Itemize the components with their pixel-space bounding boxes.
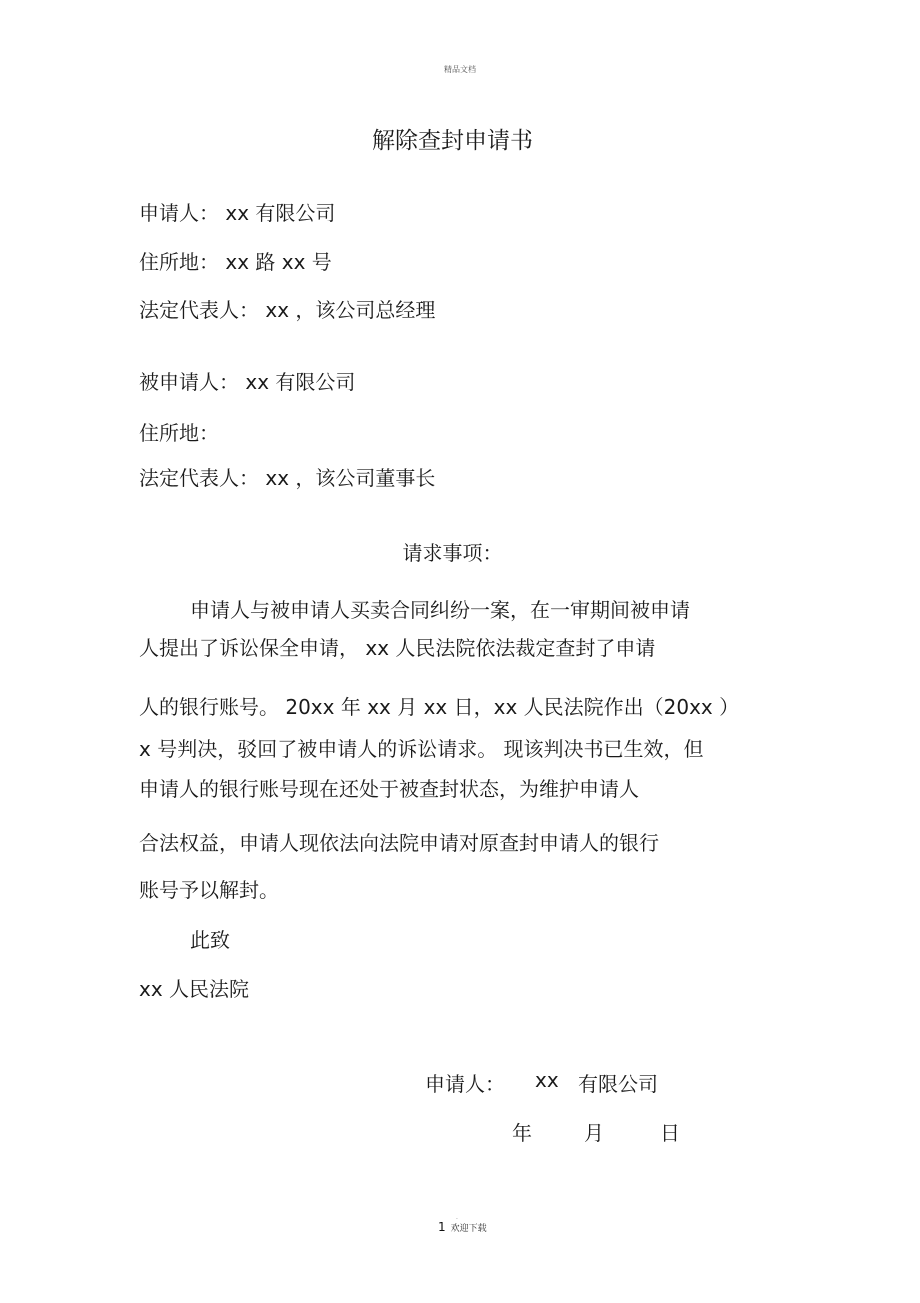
footer-text: 欢迎下载 <box>450 1224 487 1234</box>
applicant-representative: 法定代表人： xx ，该公司总经理 <box>139 298 436 322</box>
date-day: 日 <box>660 1121 680 1145</box>
page-number: 1 <box>438 1220 446 1234</box>
page-footer <box>438 1220 487 1234</box>
header-watermark: 精品文档 <box>444 65 476 74</box>
respondent-name: 被申请人： xx 有限公司 <box>139 370 356 394</box>
respondent-address: 住所地： <box>139 421 219 445</box>
respondent-representative: 法定代表人： xx ，该公司董事长 <box>139 466 436 490</box>
body-line: 申请人的银行账号现在还处于被查封状态，为维护申请人 <box>139 777 639 801</box>
body-line: 人提出了诉讼保全申请， xx 人民法院依法裁定查封了申请 <box>139 636 656 660</box>
body-line: 合法权益，申请人现依法向法院申请对原查封申请人的银行 <box>139 831 659 855</box>
date-year: 年 <box>512 1121 532 1145</box>
date-month: 月 <box>584 1121 604 1145</box>
body-line: 人的银行账号。 20xx 年 xx 月 xx 日，xx 人民法院作出（20xx ） <box>139 695 740 719</box>
signature-label: 申请人： <box>425 1072 505 1096</box>
applicant-name: 申请人： xx 有限公司 <box>139 201 336 225</box>
closing-salutation: 此致 <box>190 928 230 952</box>
request-heading: 请求事项： <box>402 541 503 565</box>
signature-name: xx <box>535 1068 559 1092</box>
body-line: 申请人与被申请人买卖合同纠纷一案，在一审期间被申请 <box>190 598 690 622</box>
document-title: 解除查封申请书 <box>372 128 533 154</box>
court-name: xx 人民法院 <box>139 977 250 1001</box>
applicant-address: 住所地： xx 路 xx 号 <box>139 250 332 274</box>
body-line: x 号判决，驳回了被申请人的诉讼请求。 现该判决书已生效，但 <box>139 737 704 761</box>
signature-company: 有限公司 <box>578 1072 658 1096</box>
footer-dot: . <box>456 1214 458 1221</box>
body-line: 账号予以解封。 <box>139 878 279 902</box>
